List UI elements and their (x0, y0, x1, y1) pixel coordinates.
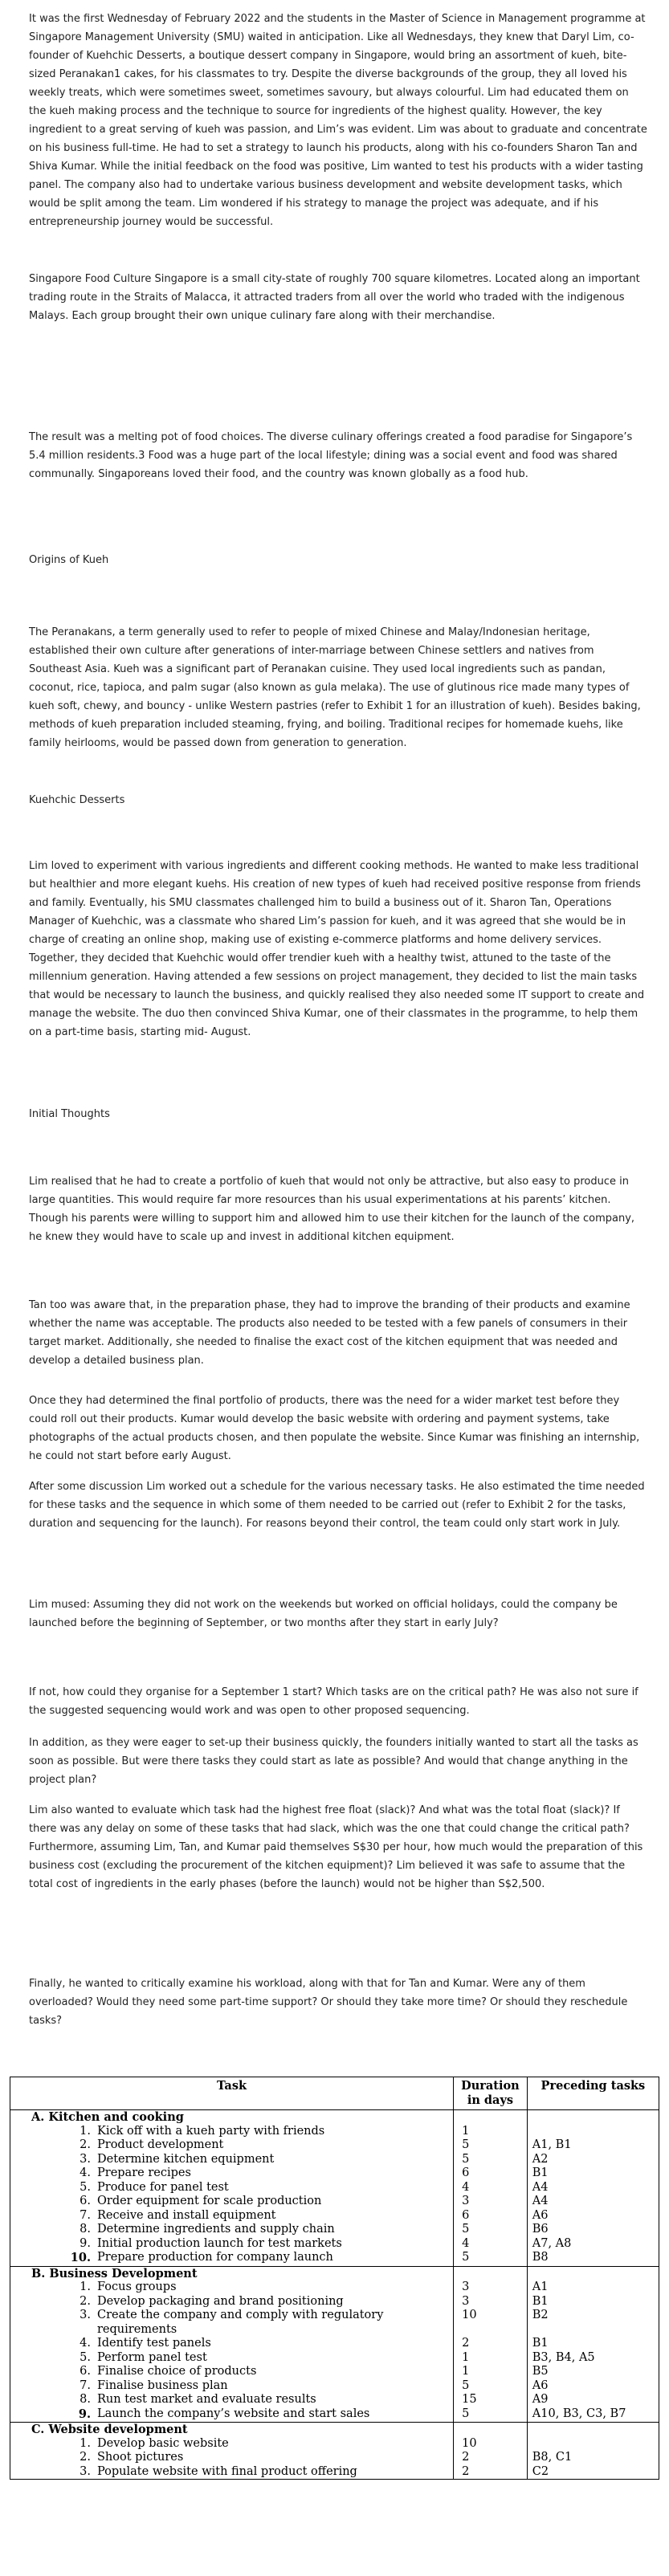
task-preceding: B1 (527, 2295, 659, 2309)
task-preceding: B1 (527, 2337, 659, 2351)
task-duration: 1 (454, 2351, 528, 2366)
section-row-kitchen (10, 2110, 659, 2125)
task-duration: 10 (454, 2437, 528, 2452)
task-name: Product development (97, 2138, 224, 2151)
task-duration: 5 (454, 2223, 528, 2237)
task-preceding: B1 (527, 2166, 659, 2181)
task-name: Prepare production for company launch (97, 2251, 333, 2264)
table-header-row (10, 2077, 659, 2110)
lim-realised-paragraph: Lim realised that he had to create a portfolio of kueh that would not only be attractive, but also easy to produce in large quantities. This would require far more resources than his usual experimentations at his parents’ kitchen. Though his parents were willing to support him and allowed him to use their kitchen for the launch of the company, he knew they would have to scale up and invest in additional kitchen equipment. (29, 1176, 635, 1243)
task-name: Launch the company’s website and start sales (97, 2407, 370, 2420)
melting-pot-paragraph: The result was a melting pot of food choices. The diverse culinary offerings created a food paradise for Singapore’s 5.4 million residents.3 Food was a huge part of the local lifestyle; dining was a social event and food was shared communally. Singaporeans loved their food, and the country was known globally as a food hub. (29, 431, 633, 480)
task-duration: 6 (454, 2209, 528, 2223)
table-row (10, 2195, 659, 2209)
table-row (10, 2393, 659, 2407)
task-name: Determine kitchen equipment (97, 2152, 275, 2166)
task-name: Finalise choice of products (97, 2365, 257, 2378)
kuehchic-heading: Kuehchic Desserts (29, 794, 125, 806)
task-number: 8. (80, 2223, 91, 2236)
september-start-paragraph: If not, how could they organise for a September 1 start? Which tasks are on the critical path? He was also not sure if the suggested sequencing would work and was open to other proposed sequencing. (29, 1686, 638, 1717)
task-number: 1. (80, 2280, 91, 2293)
task-preceding: A6 (527, 2209, 659, 2223)
table-row (10, 2407, 659, 2423)
task-number: 2. (80, 2138, 91, 2151)
task-duration: 2 (454, 2465, 528, 2480)
task-duration: 4 (454, 2181, 528, 2195)
section-row-business (10, 2266, 659, 2280)
task-number: 3. (80, 2152, 91, 2166)
table-row (10, 2451, 659, 2465)
task-name: Develop basic website (97, 2436, 229, 2450)
task-duration: 15 (454, 2393, 528, 2407)
task-name: Initial production launch for test markets (97, 2236, 342, 2250)
task-number: 3. (80, 2309, 91, 2321)
task-preceding: B8, C1 (527, 2451, 659, 2465)
task-duration: 6 (454, 2166, 528, 2181)
task-number: 2. (80, 2294, 91, 2308)
section-label: B. Business Development (10, 2266, 454, 2280)
task-schedule-table (10, 2077, 659, 2480)
task-number: 7. (80, 2208, 91, 2222)
task-number: 2. (80, 2451, 91, 2464)
table-row (10, 2125, 659, 2139)
tan-aware-paragraph: Tan too was aware that, in the preparation phase, they had to improve the branding of their products and examine whether the name was acceptable. The products also needed to be tested with a few panels of consumers in their target market. Additionally, she needed to finalise the exact cost of the kitchen equipment that was needed and develop a detailed business plan. (29, 1299, 630, 1367)
task-duration: 2 (454, 2337, 528, 2351)
task-number: 1. (80, 2436, 91, 2450)
task-name: Prepare recipes (97, 2166, 191, 2179)
task-number: 10. (70, 2251, 91, 2264)
initial-thoughts-heading: Initial Thoughts (29, 1108, 110, 1120)
task-name: Order equipment for scale production (97, 2195, 322, 2207)
task-preceding: A9 (527, 2393, 659, 2407)
table-row (10, 2153, 659, 2167)
task-preceding: B8 (527, 2251, 659, 2266)
section-label: C. Website development (10, 2423, 454, 2437)
task-number: 8. (80, 2393, 91, 2406)
table-row (10, 2166, 659, 2181)
task-duration: 2 (454, 2451, 528, 2465)
section-row-website (10, 2423, 659, 2437)
task-preceding (527, 2437, 659, 2452)
task-number: 1. (80, 2124, 91, 2138)
float-cost-paragraph: Lim also wanted to evaluate which task had the highest free float (slack)? And what was the total float (slack)? If there was any delay on some of these tasks that had slack, which was the one that could change the critical path? Furthermore, assuming Lim, Tan, and Kumar paid themselves S$30 per hour, how much would the preparation of this business cost (excluding the procurement of the kitchen equipment)? Lim believed it was safe to assume that the total cost of ingredients in the early phases (before the launch) would not be higher than S$2,500. (29, 1804, 643, 1890)
task-preceding: A1, B1 (527, 2138, 659, 2153)
task-name: Populate website with final product offering (97, 2464, 357, 2478)
task-duration: 1 (454, 2365, 528, 2379)
table-row (10, 2181, 659, 2195)
food-culture-paragraph: Singapore Food Culture Singapore is a small city-state of roughly 700 square kilometres. Located along an important trading route in the Straits of Malacca, it attracted traders from all over the world who traded with the indigenous Malays. Each group brought their own unique culinary fare along with their merchandise. (29, 273, 640, 322)
task-name: Identify test panels (97, 2337, 211, 2350)
task-name: Create the company and comply with regulatory requirements (97, 2309, 384, 2336)
table-row (10, 2138, 659, 2153)
intro-paragraph: It was the first Wednesday of February 2022 and the students in the Master of Science in Management programme at Singapore Management University (SMU) waited in anticipation. Like all Wednesdays, they knew that Daryl Lim, co-founder of Kuehchic Desserts, a boutique dessert company in Singapore, would bring an assortment of kueh, bite-sized Peranakan1 cakes, for his classmates to try. Despite the diverse backgrounds of the group, they all loved his weekly treats, which were sometimes sweet, sometimes savoury, but always colourful. Lim had educated them on the kueh making process and the technique to source for ingredients of the highest quality. However, the key ingredient to a great serving of kueh was passion, and Lim’s was evident. Lim was about to graduate and concentrate on his business full-time. He had to set a strategy to launch his products, along with his co-founders Sharon Tan and Shiva Kumar. While the initial feedback on the food was positive, Lim wanted to test his products with a wider tasting panel. The company also had to undertake various business development and website development tasks, which would be split among the team. Lim wondered if his strategy to manage the project was adequate, and if his entrepreneurship journey would be successful. (29, 13, 647, 228)
task-name: Produce for panel test (97, 2180, 229, 2194)
table-row (10, 2351, 659, 2366)
task-number: 9. (78, 2407, 91, 2421)
task-duration: 3 (454, 2280, 528, 2295)
start-asap-paragraph: In addition, as they were eager to set-up their business quickly, the founders initially wanted to start all the tasks as soon as possible. But were there tasks they could start as late as possible? And would that change anything in the project plan? (29, 1737, 638, 1786)
task-name: Develop packaging and brand positioning (97, 2294, 344, 2308)
task-name: Perform panel test (97, 2350, 207, 2364)
task-duration: 1 (454, 2125, 528, 2139)
task-duration: 5 (454, 2153, 528, 2167)
task-preceding: A2 (527, 2153, 659, 2167)
task-number: 6. (80, 2195, 91, 2207)
task-name: Receive and install equipment (97, 2208, 276, 2222)
task-name: Focus groups (97, 2280, 177, 2293)
preceding-column-header: Preceding tasks (527, 2077, 659, 2110)
task-name: Shoot pictures (97, 2451, 184, 2464)
task-name: Determine ingredients and supply chain (97, 2223, 335, 2236)
table-row (10, 2379, 659, 2394)
task-duration: 3 (454, 2195, 528, 2209)
table-row (10, 2295, 659, 2309)
table-row (10, 2280, 659, 2295)
task-preceding: A10, B3, C3, B7 (527, 2407, 659, 2423)
duration-header-line1: Duration (461, 2079, 520, 2093)
table-row (10, 2365, 659, 2379)
task-duration: 5 (454, 2379, 528, 2394)
task-duration: 5 (454, 2138, 528, 2153)
table-row (10, 2237, 659, 2252)
origins-heading: Origins of Kueh (29, 554, 109, 566)
duration-column-header (454, 2077, 528, 2110)
task-preceding: C2 (527, 2465, 659, 2480)
task-duration: 3 (454, 2295, 528, 2309)
task-preceding: B6 (527, 2223, 659, 2237)
task-number: 7. (80, 2378, 91, 2392)
task-duration: 4 (454, 2237, 528, 2252)
table-row (10, 2465, 659, 2480)
table-row (10, 2337, 659, 2351)
table-row (10, 2437, 659, 2452)
final-portfolio-paragraph: Once they had determined the final portfolio of products, there was the need for a wider market test before they could roll out their products. Kumar would develop the basic website with ordering and payment systems, take photographs of the actual products chosen, and then populate the website. Since Kumar was finishing an internship, he could not start before early August. (29, 1395, 640, 1462)
lim-mused-paragraph: Lim mused: Assuming they did not work on the weekends but worked on official holidays, could the company be launched before the beginning of September, or two months after they start in early July? (29, 1599, 618, 1629)
task-preceding: A7, A8 (527, 2237, 659, 2252)
task-preceding: B5 (527, 2365, 659, 2379)
task-name: Run test market and evaluate results (97, 2393, 316, 2406)
kuehchic-paragraph: Lim loved to experiment with various ingredients and different cooking methods. He wanted to make less traditional but healthier and more elegant kuehs. His creation of new types of kueh had received positive response from friends and family. Eventually, his SMU classmates challenged him to build a business out of it. Sharon Tan, Operations Manager of Kuehchic, was a classmate who shared Lim’s passion for kueh, and it was agreed that she would be in charge of creating an online shop, making use of existing e-commerce platforms and home delivery services. Together, they decided that Kuehchic would offer trendier kueh with a healthy twist, attuned to the taste of the millennium generation. Having attended a few sessions on project management, they decided to list the main tasks that would be necessary to launch the business, and quickly realised they also needed some IT support to create and manage the website. The duo then convinced Shiva Kumar, one of their classmates in the programme, to help them on a part-time basis, starting mid- August. (29, 860, 645, 1038)
task-number: 9. (80, 2236, 91, 2250)
task-number: 5. (80, 2350, 91, 2364)
task-duration: 5 (454, 2407, 528, 2423)
duration-header-line2: in days (467, 2093, 514, 2107)
task-preceding: A4 (527, 2181, 659, 2195)
task-preceding: A6 (527, 2379, 659, 2394)
task-preceding: A4 (527, 2195, 659, 2209)
table-row (10, 2251, 659, 2266)
section-label: A. Kitchen and cooking (10, 2110, 454, 2125)
task-number: 6. (80, 2365, 91, 2378)
table-row (10, 2223, 659, 2237)
task-preceding (527, 2125, 659, 2139)
workload-paragraph: Finally, he wanted to critically examine his workload, along with that for Tan and Kumar. Were any of them overloaded? Would they need some part-time support? Or should they take more time? Or should they reschedule tasks? (29, 1978, 628, 2027)
task-name: Finalise business plan (97, 2378, 228, 2392)
schedule-paragraph: After some discussion Lim worked out a schedule for the various necessary tasks. He also estimated the time needed for these tasks and the sequence in which some of them needed to be carried out (refer to Exhibit 2 for the tasks, duration and sequencing for the launch). For reasons beyond their control, the team could only start work in July. (29, 1481, 645, 1530)
task-number: 3. (80, 2464, 91, 2478)
peranakan-paragraph: The Peranakans, a term generally used to refer to people of mixed Chinese and Malay/Indonesian heritage, established their own culture after generations of inter-marriage between Chinese settlers and natives from Southeast Asia. Kueh was a significant part of Peranakan cuisine. They used local ingredients such as pandan, coconut, rice, tapioca, and palm sugar (also known as gula melaka). The use of glutinous rice made many types of kueh soft, chewy, and bouncy - unlike Western pastries (refer to Exhibit 1 for an illustration of kueh). Besides baking, methods of kueh preparation included steaming, frying, and boiling. Traditional recipes for homemade kuehs, like family heirlooms, would be passed down from generation to generation. (29, 626, 641, 749)
task-column-header: Task (10, 2077, 454, 2110)
task-number: 5. (80, 2180, 91, 2194)
task-name: Kick off with a kueh party with friends (97, 2124, 325, 2138)
table-row (10, 2309, 659, 2337)
task-number: 4. (80, 2166, 91, 2179)
task-duration: 5 (454, 2251, 528, 2266)
task-number: 4. (80, 2337, 91, 2350)
task-duration: 10 (454, 2309, 528, 2337)
task-preceding: A1 (527, 2280, 659, 2295)
task-preceding: B3, B4, A5 (527, 2351, 659, 2366)
table-row (10, 2209, 659, 2223)
task-preceding: B2 (527, 2309, 659, 2337)
